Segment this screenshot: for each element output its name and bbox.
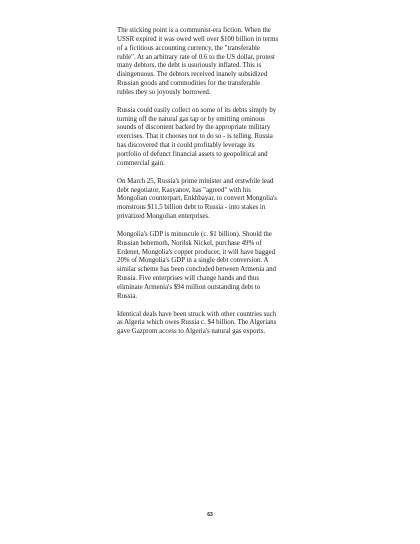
paragraph [117, 107, 312, 169]
paragraph [117, 311, 312, 338]
text-line: as Algeria which owes Russia c. $4 billion. The Algerians [117, 319, 277, 327]
page-number: 63 [207, 512, 213, 518]
paragraph [117, 178, 312, 222]
article-body [117, 27, 312, 346]
text-line: ruble". At an arbitrary rate of 0.6 to the US dollar, protest [117, 53, 275, 61]
text-line: monstrous $11.5 billion debt to Russia - into stakes in [117, 204, 266, 212]
text-line: of a fictitious accounting currency, the "transferable [117, 44, 260, 52]
text-line: debt negotiator, Kasyanov, has "agreed" with his [117, 186, 251, 194]
text-line: Russian behemoth, Norilsk Nickel, purchase 49% of [117, 239, 262, 247]
text-line: turning off the natural gas tap or by emitting ominous [117, 115, 265, 123]
text-line: The sticking point is a communist-era fiction. When the [117, 27, 271, 34]
text-line: portfolio of defunct financial assets to geopolitical and [117, 150, 268, 158]
text-line: similar scheme has been concluded between Armenia and [117, 266, 276, 274]
text-line: commercial gain. [117, 159, 165, 167]
text-line: Mongolia's GDP is minuscule (c. $1 billion). Should the [117, 230, 272, 238]
text-line: On March 25, Russia's prime minister and erstwhile lead [117, 177, 274, 185]
paragraph [117, 231, 312, 302]
text-line: USSR expired it was owed well over $100 billion in terms [117, 35, 279, 43]
text-line: gave Gazprom access to Algeria's natural gas exports. [117, 328, 266, 336]
text-line: eliminate Armenia's $94 million outstanding debt to [117, 283, 261, 291]
text-line: has discovered that it could profitably leverage its [117, 142, 255, 150]
text-line: disingenuous. The debtors received inanely subsidized [117, 71, 268, 79]
text-line: Erdenet, Mongolia's copper producer, it will have bagged [117, 248, 276, 256]
text-line: rubles they so joyously borrowed. [117, 88, 211, 96]
text-line: Russian goods and commodities for the transferable [117, 80, 261, 88]
text-line: Identical deals have been struck with other countries such [117, 310, 277, 318]
text-line: Russia. [117, 292, 138, 300]
text-line: sounds of discontent backed by the appropriate military [117, 124, 271, 132]
text-line: exercises. That it chooses not to do so - is telling. Russia [117, 133, 273, 141]
text-line: Russia could easily collect on some of its debts simply by [117, 106, 277, 114]
text-line: 20% of Mongolia's GDP in a single debt conversion. A [117, 257, 269, 265]
text-line: Mongolian counterpart, Enkhbayar, to convert Mongolia's [117, 195, 277, 203]
text-line: Russia. Five enterprises will change hands and thus [117, 275, 259, 283]
text-line: many debtors, the debt is usuriously inflated. This is [117, 62, 262, 70]
paragraph [117, 27, 312, 98]
text-line: privatized Mongolian enterprises. [117, 213, 210, 221]
